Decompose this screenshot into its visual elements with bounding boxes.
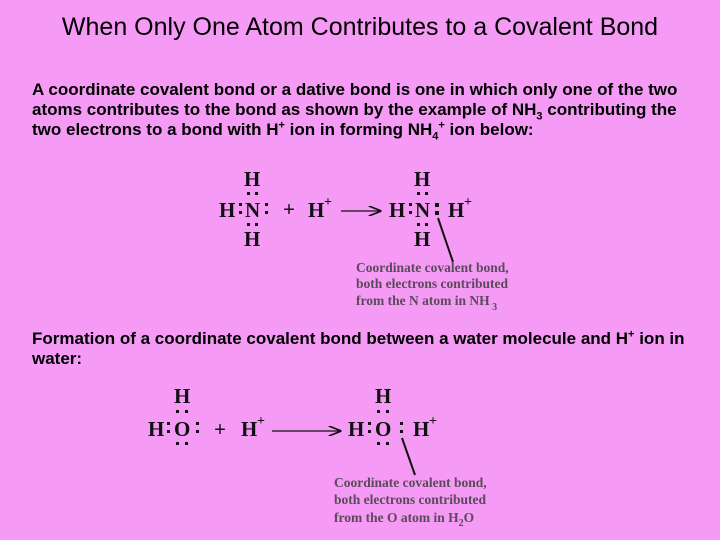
h2o-oxygen: O <box>174 417 191 441</box>
water-caption-end: O <box>463 510 475 525</box>
intro-text-2: contributing the two electrons to a bond with H <box>32 100 677 139</box>
ammonia-caption <box>356 260 509 313</box>
water-text-1: Formation of a coordinate covalent bond between a water molecule and H <box>32 329 629 348</box>
h2o-left-h: H <box>148 417 165 441</box>
water-pointer-line <box>402 438 415 475</box>
nh3-left-h: H <box>219 198 236 222</box>
h3o-oxygen: O <box>375 417 392 441</box>
nh4-bottom-h: H <box>414 227 431 251</box>
intro-superscript-plus-2: + <box>438 119 445 132</box>
nh4-nitrogen: N <box>415 198 431 222</box>
proton-charge: + <box>324 195 332 210</box>
intro-superscript-plus: + <box>278 119 285 132</box>
nh3-nitrogen: N <box>245 198 261 222</box>
intro-subscript-3: 3 <box>536 110 543 123</box>
h3o-left-h: H <box>348 417 365 441</box>
intro-text-1: A coordinate covalent bond or a dative bond is one in which only one of the two atoms contributes to the bond as shown by the example of NH <box>32 80 678 119</box>
water-caption <box>334 475 487 529</box>
nh4-right-h: H <box>448 198 465 222</box>
h3o-charge: + <box>429 414 437 429</box>
h3o-top-h: H <box>375 384 392 408</box>
water-caption-subscript: 2 <box>458 518 464 529</box>
ammonia-pointer-line <box>438 218 453 262</box>
water-proton-h: H <box>241 417 258 441</box>
h3o-right-h: H <box>413 417 430 441</box>
intro-text-4: ion below: <box>444 120 534 139</box>
water-superscript-plus: + <box>628 328 635 341</box>
nh4-left-h: H <box>389 198 406 222</box>
water-caption-line-3 <box>334 510 474 529</box>
water-plus-sign: + <box>214 417 226 441</box>
h2o-top-h: H <box>174 384 191 408</box>
ammonia-caption-line-1: Coordinate covalent bond, <box>356 260 509 275</box>
water-caption-line-2: both electrons contributed <box>334 492 486 507</box>
water-text-2: ion in water: <box>32 329 685 368</box>
nh3-top-h: H <box>244 167 261 191</box>
water-caption-line-3-text: from the O atom in H <box>334 510 459 525</box>
water-caption-line-1: Coordinate covalent bond, <box>334 475 487 490</box>
nh3-bottom-h: H <box>244 227 261 251</box>
intro-text-3: ion in forming NH <box>284 120 433 139</box>
nh4-charge: + <box>464 195 472 210</box>
ammonia-caption-line-2: both electrons contributed <box>356 276 508 291</box>
intro-subscript-4: 4 <box>432 130 439 143</box>
ammonia-plus-sign: + <box>283 197 295 221</box>
ammonia-caption-subscript: 3 <box>492 302 498 313</box>
water-proton-charge: + <box>257 414 265 429</box>
ammonia-equation <box>219 167 509 313</box>
proton-h: H <box>308 198 325 222</box>
slide-title: When Only One Atom Contributes to a Covalent Bond <box>61 13 659 41</box>
ammonia-caption-line-3: from the N atom in NH <box>356 293 490 308</box>
water-equation <box>148 384 487 529</box>
nh4-top-h: H <box>414 167 431 191</box>
